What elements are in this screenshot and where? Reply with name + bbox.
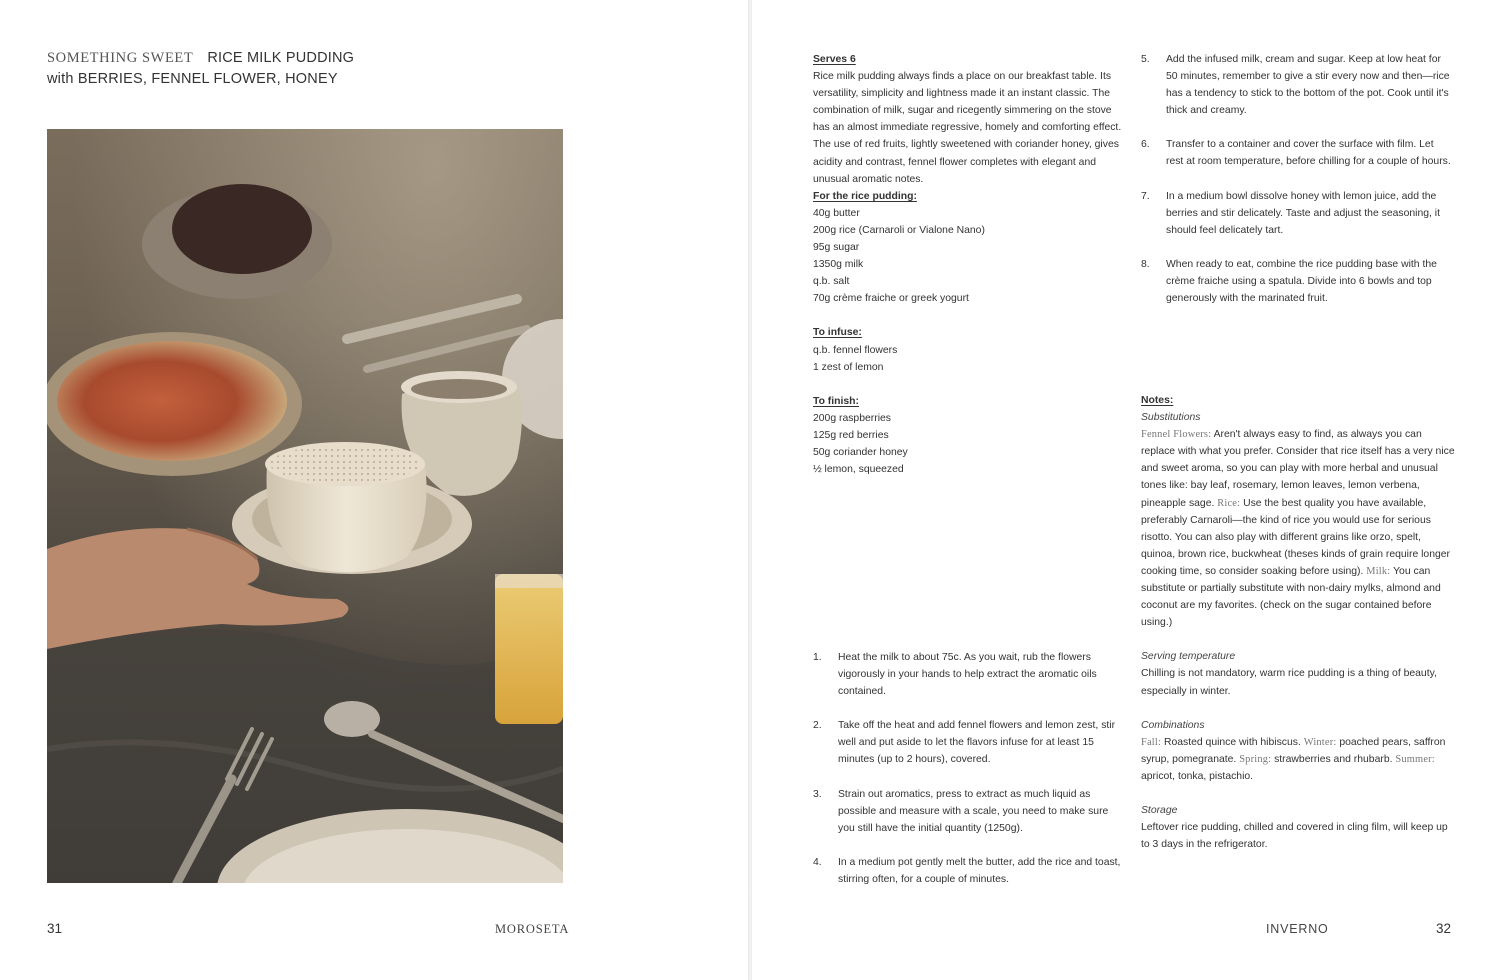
substitutions-text: Fennel Flowers: Aren't always easy to find, as always you can replace with what you prefer. Consider that rice itself has a very nice and sweet aroma, so you can play with more herbal and unusual tones like: bay leaf, rosemary, lemon leaves, lemon verbena, pineapple sage. Rice: Use the best quality you have available, preferably Carnaroli—the kind of rice you would use for serious risotto. You can also play with different grains like orzo, spelt, quinoa, brown rice, buckwheat (theses kinds of grain require longer cooking time, so consider soaking before using). Milk: You can substitute or partially substitute with non-dairy mylks, almond and coconut are my favorites. (check on the sugar contained before using.): [1141, 429, 1455, 629]
ingredient-item: 200g raspberries: [813, 412, 891, 424]
notes-serving: [1141, 648, 1455, 699]
method-steps-1-4: [813, 649, 1125, 905]
ingredient-group-title: To infuse:: [813, 327, 862, 339]
method-step: 1. Heat the milk to about 75c. As you wait, rub the flowers vigorously in your hands to help extract the aromatic oils contained.: [813, 652, 1097, 698]
method-steps-5-8: [1141, 51, 1452, 324]
dessert-table-photo: [47, 129, 563, 883]
ingredient-group-title: For the rice pudding:: [813, 190, 917, 202]
notes-combinations: [1141, 717, 1455, 785]
recipe-header: [47, 48, 354, 90]
ingredient-item: 1350g milk: [813, 259, 864, 271]
ingredient-item: 200g rice (Carnaroli or Vialone Nano): [813, 224, 985, 236]
ingredient-item: q.b. salt: [813, 276, 850, 288]
ingredient-group-title: To finish:: [813, 395, 859, 407]
recipe-subtitle: BERRIES, FENNEL FLOWER, HONEY: [77, 71, 338, 87]
section-name: INVERNO: [1266, 922, 1329, 936]
ingredient-item: ½ lemon, squeezed: [813, 464, 904, 476]
method-step: 6. Transfer to a container and cover the surface with film. Let rest at room temperature, before chilling for a couple of hours.: [1141, 139, 1451, 168]
notes-subheading: Substitutions: [1141, 412, 1201, 424]
method-step: 3. Strain out aromatics, press to extract as much liquid as possible and measure with a scale, you need to make sure you still have the initial quantity (1250g).: [813, 788, 1109, 834]
ingredient-item: q.b. fennel flowers: [813, 344, 898, 356]
recipe-photo: [47, 129, 563, 883]
header-line-1: [47, 48, 354, 69]
notes-storage: [1141, 802, 1455, 853]
ingredient-item: 95g sugar: [813, 242, 860, 254]
notes-subheading: Combinations: [1141, 719, 1205, 731]
method-step: 5. Add the infused milk, cream and sugar. Keep at low heat for 50 minutes, remember to give a stir every now and then—rice has a tendency to stick to the bottom of the pot. Cook until it's thick and creamy.: [1141, 54, 1450, 117]
ingredient-item: 40g butter: [813, 207, 860, 219]
ingredient-item: 125g red berries: [813, 429, 889, 441]
ingredient-item: 70g crème fraiche or greek yogurt: [813, 293, 969, 305]
ingredient-item: 1 zest of lemon: [813, 361, 884, 373]
notes-section: [1141, 392, 1455, 853]
notes-title: Notes:: [1141, 395, 1174, 406]
method-step: 2. Take off the heat and add fennel flowers and lemon zest, stir well and put aside to let the flavors infuse for at least 15 minutes (up to 2 hours), covered.: [813, 720, 1116, 766]
ingredient-group-rice-pudding: [813, 188, 1131, 308]
with-word: with: [47, 71, 74, 87]
serving-text: Chilling is not mandatory, warm rice pudding is a thing of beauty, especially in winter.: [1141, 668, 1437, 697]
notes-subheading: Serving temperature: [1141, 651, 1236, 663]
notes-substitutions: [1141, 409, 1455, 631]
combinations-text: Fall: Roasted quince with hibiscus. Winter: poached pears, saffron syrup, pomegranate. Spring: strawberries and rhubarb. Summer: apricot, tonka, pistachio.: [1141, 736, 1446, 782]
ingredient-group-finish: [813, 393, 1131, 478]
ingredient-group-infuse: [813, 324, 1131, 375]
header-line-2: [47, 69, 354, 90]
page-number-left: 31: [47, 921, 63, 936]
page-number-right: 32: [1436, 921, 1452, 936]
left-page: [0, 0, 748, 980]
method-step: 4. In a medium pot gently melt the butter, add the rice and toast, stirring often, for a couple of minutes.: [813, 856, 1121, 885]
recipe-intro: Rice milk pudding always finds a place on our breakfast table. Its versatility, simplicity and lightness made it an instant classic. The combination of milk, sugar and ricegently simmering on the stove has an almost immediate regressive, homely and comforting effect. The use of red fruits, lightly sweetened with coriander honey, gives acidity and contrast, fennel flower completes with elegant and unusual aromatic notes.: [813, 71, 1122, 185]
storage-text: Leftover rice pudding, chilled and covered in cling film, will keep up to 3 days in the refrigerator.: [1141, 822, 1448, 851]
ingredients-column: [813, 51, 1131, 478]
method-step: 8. When ready to eat, combine the rice pudding base with the crème fraiche using a spatula. Divide into 6 bowls and top generously with the marinated fruit.: [1141, 258, 1437, 305]
notes-subheading: Storage: [1141, 804, 1178, 816]
category-label: SOMETHING SWEET: [47, 50, 194, 66]
right-page: [752, 0, 1500, 980]
method-step: 7. In a medium bowl dissolve honey with lemon juice, add the berries and stir delicately. Taste and adjust the seasoning, it should feel delicately tart.: [1141, 190, 1440, 236]
serves-label: Serves 6: [813, 54, 856, 65]
ingredient-item: 50g coriander honey: [813, 446, 908, 458]
book-name: MOROSETA: [495, 922, 570, 936]
recipe-title: RICE MILK PUDDING: [207, 50, 355, 66]
